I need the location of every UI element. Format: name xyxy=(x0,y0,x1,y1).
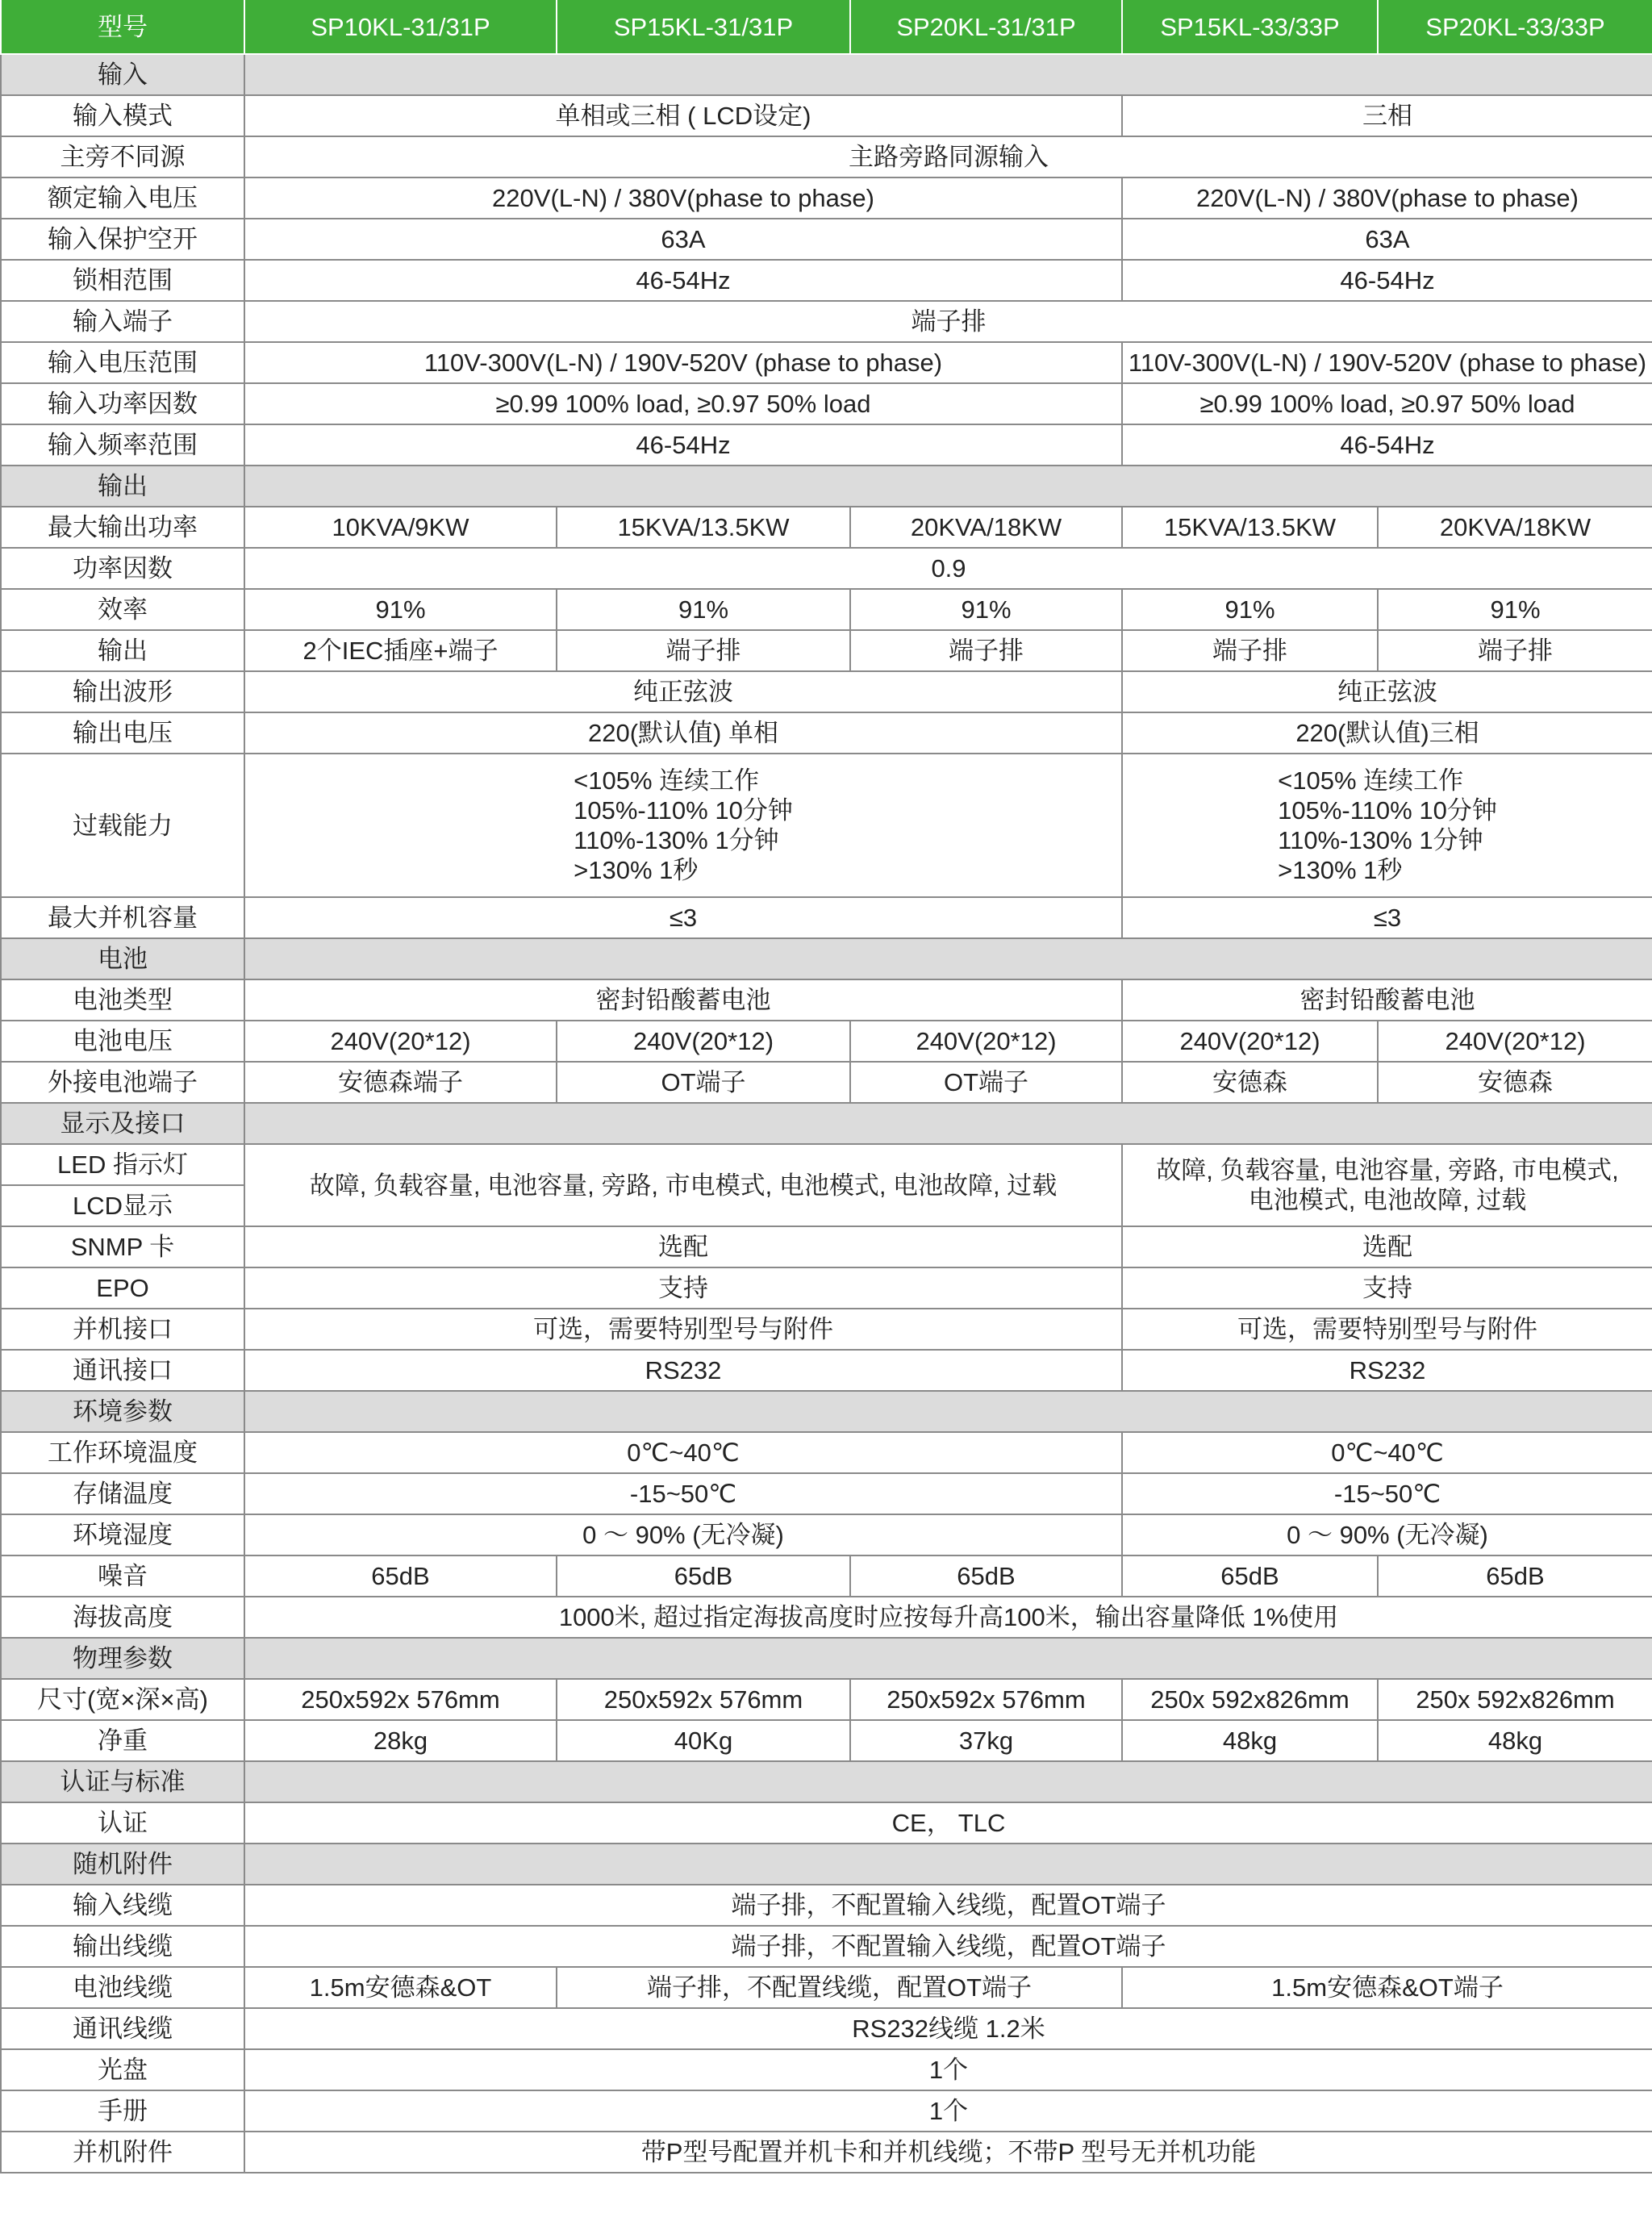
cell-value: 选配 xyxy=(244,1226,1122,1267)
cell-value: OT端子 xyxy=(557,1062,850,1103)
row-label: 输入端子 xyxy=(1,301,244,342)
spec-row xyxy=(1,507,1652,548)
section-row xyxy=(1,54,1652,95)
cell-value: 纯正弦波 xyxy=(1122,671,1652,712)
spec-row xyxy=(1,1555,1652,1597)
cell-value: 密封铅酸蓄电池 xyxy=(244,979,1122,1021)
overload-line: >130% 1秒 xyxy=(574,856,699,884)
cell-value: OT端子 xyxy=(850,1062,1122,1103)
row-label: 存储温度 xyxy=(1,1473,244,1514)
row-label: 噪音 xyxy=(1,1555,244,1597)
row-label: 尺寸(宽×深×高) xyxy=(1,1679,244,1720)
section-row xyxy=(1,1391,1652,1432)
row-label: 海拔高度 xyxy=(1,1597,244,1638)
row-label: 输入线缆 xyxy=(1,1885,244,1926)
cell-value: 单相或三相 ( LCD设定) xyxy=(244,95,1122,136)
section-row xyxy=(1,1638,1652,1679)
section-row xyxy=(1,1103,1652,1144)
cell-value: 65dB xyxy=(850,1555,1122,1597)
cell-value: 端子排，不配置输入线缆，配置OT端子 xyxy=(244,1926,1652,1967)
cell-value: 110V-300V(L-N) / 190V-520V (phase to phase) xyxy=(1122,342,1652,383)
row-label: 环境湿度 xyxy=(1,1514,244,1555)
spec-row xyxy=(1,177,1652,219)
cell-value: 0℃~40℃ xyxy=(1122,1432,1652,1473)
row-label: 输入频率范围 xyxy=(1,424,244,466)
cell-value: 46-54Hz xyxy=(1122,260,1652,301)
row-label: 通讯接口 xyxy=(1,1350,244,1391)
row-label: 输入电压范围 xyxy=(1,342,244,383)
cell-value: 15KVA/13.5KW xyxy=(1122,507,1378,548)
cell-value: 带P型号配置并机卡和并机线缆；不带P 型号无并机功能 xyxy=(244,2132,1652,2173)
section-title: 物理参数 xyxy=(1,1638,244,1679)
spec-row xyxy=(1,1309,1652,1350)
row-label: 电池线缆 xyxy=(1,1967,244,2008)
row-label: 输入保护空开 xyxy=(1,219,244,260)
cell-value: 240V(20*12) xyxy=(1378,1021,1652,1062)
spec-row xyxy=(1,1021,1652,1062)
spec-row xyxy=(1,754,1652,897)
section-title: 认证与标准 xyxy=(1,1761,244,1802)
cell-value: 端子排，不配置线缆，配置OT端子 xyxy=(557,1967,1122,2008)
row-label: 过载能力 xyxy=(1,754,244,897)
row-label: 光盘 xyxy=(1,2049,244,2090)
cell-value: RS232 xyxy=(244,1350,1122,1391)
spec-row xyxy=(1,979,1652,1021)
cell-value: CE， TLC xyxy=(244,1802,1652,1844)
cell-value: 63A xyxy=(244,219,1122,260)
row-label: 并机接口 xyxy=(1,1309,244,1350)
cell-value: 纯正弦波 xyxy=(244,671,1122,712)
spec-row xyxy=(1,1350,1652,1391)
cell-value: 250x592x 576mm xyxy=(557,1679,850,1720)
spec-row xyxy=(1,1967,1652,2008)
section-title: 环境参数 xyxy=(1,1391,244,1432)
cell-value: 46-54Hz xyxy=(244,260,1122,301)
spec-row xyxy=(1,260,1652,301)
cell-value: 端子排 xyxy=(1122,630,1378,671)
overload-line: >130% 1秒 xyxy=(1278,856,1403,884)
cell-value: ≤3 xyxy=(244,897,1122,938)
model-name: SP15KL-31/31P xyxy=(557,0,850,54)
cell-value: 46-54Hz xyxy=(1122,424,1652,466)
overload-line: <105% 连续工作 xyxy=(1278,766,1464,795)
overload-line: 110%-130% 1分钟 xyxy=(1278,826,1483,854)
cell-value xyxy=(244,754,1122,897)
overload-line: 105%-110% 10分钟 xyxy=(1278,796,1497,825)
spec-row xyxy=(1,671,1652,712)
spec-row xyxy=(1,2008,1652,2049)
spec-row xyxy=(1,1473,1652,1514)
cell-value: 65dB xyxy=(1122,1555,1378,1597)
cell-value: 端子排 xyxy=(557,630,850,671)
spec-row xyxy=(1,95,1652,136)
indicator-lines xyxy=(1124,1155,1650,1215)
cell-value: 选配 xyxy=(1122,1226,1652,1267)
cell-value: 主路旁路同源输入 xyxy=(244,136,1652,177)
spec-row xyxy=(1,1802,1652,1844)
section-row xyxy=(1,1761,1652,1802)
section-row xyxy=(1,466,1652,507)
section-title: 随机附件 xyxy=(1,1844,244,1885)
overload-list xyxy=(574,766,793,885)
section-title: 输入 xyxy=(1,54,244,95)
row-label: 额定输入电压 xyxy=(1,177,244,219)
cell-value: ≥0.99 100% load, ≥0.97 50% load xyxy=(244,383,1122,424)
cell-value: 20KVA/18KW xyxy=(1378,507,1652,548)
cell-value: 端子排，不配置输入线缆，配置OT端子 xyxy=(244,1885,1652,1926)
spec-row xyxy=(1,424,1652,466)
cell-value: 63A xyxy=(1122,219,1652,260)
overload-line: 105%-110% 10分钟 xyxy=(574,796,793,825)
cell-value: 110V-300V(L-N) / 190V-520V (phase to phase) xyxy=(244,342,1122,383)
cell-value: ≤3 xyxy=(1122,897,1652,938)
model-name: SP20KL-33/33P xyxy=(1378,0,1652,54)
header-row xyxy=(1,0,1652,54)
spec-row xyxy=(1,342,1652,383)
section-title: 输出 xyxy=(1,466,244,507)
cell-value: RS232 xyxy=(1122,1350,1652,1391)
section-title: 显示及接口 xyxy=(1,1103,244,1144)
row-label: 输出 xyxy=(1,630,244,671)
row-label: 最大输出功率 xyxy=(1,507,244,548)
cell-value: 48kg xyxy=(1378,1720,1652,1761)
spec-row xyxy=(1,1597,1652,1638)
cell-value: 250x 592x826mm xyxy=(1378,1679,1652,1720)
cell-value: 240V(20*12) xyxy=(244,1021,557,1062)
cell-value: ≥0.99 100% load, ≥0.97 50% load xyxy=(1122,383,1652,424)
spec-row xyxy=(1,1226,1652,1267)
cell-value: 0.9 xyxy=(244,548,1652,589)
cell-value: 故障, 负载容量, 电池容量, 旁路, 市电模式, 电池模式, 电池故障, 过载 xyxy=(244,1144,1122,1226)
cell-value: 1个 xyxy=(244,2090,1652,2132)
cell-value: 1个 xyxy=(244,2049,1652,2090)
cell-value: 220V(L-N) / 380V(phase to phase) xyxy=(1122,177,1652,219)
cell-value: 15KVA/13.5KW xyxy=(557,507,850,548)
row-label: 通讯线缆 xyxy=(1,2008,244,2049)
cell-value xyxy=(1122,754,1652,897)
spec-row xyxy=(1,712,1652,754)
cell-value: 端子排 xyxy=(1378,630,1652,671)
cell-value: RS232线缆 1.2米 xyxy=(244,2008,1652,2049)
row-label: 外接电池端子 xyxy=(1,1062,244,1103)
row-label: 锁相范围 xyxy=(1,260,244,301)
row-label: 输出电压 xyxy=(1,712,244,754)
cell-value: 220V(L-N) / 380V(phase to phase) xyxy=(244,177,1122,219)
row-label: 主旁不同源 xyxy=(1,136,244,177)
cell-value: 91% xyxy=(1122,589,1378,630)
cell-value xyxy=(1122,1144,1652,1226)
row-label: 输出波形 xyxy=(1,671,244,712)
cell-value: 20KVA/18KW xyxy=(850,507,1122,548)
cell-value: 安德森 xyxy=(1378,1062,1652,1103)
cell-value: 240V(20*12) xyxy=(1122,1021,1378,1062)
cell-value: 250x592x 576mm xyxy=(850,1679,1122,1720)
cell-value: 220(默认值)三相 xyxy=(1122,712,1652,754)
cell-value: 10KVA/9KW xyxy=(244,507,557,548)
spec-row xyxy=(1,1885,1652,1926)
spec-row xyxy=(1,219,1652,260)
cell-value: 0 ～ 90% (无冷凝) xyxy=(1122,1514,1652,1555)
indicator-line: 电池模式, 电池故障, 过载 xyxy=(1248,1186,1527,1214)
row-label: LED 指示灯 xyxy=(1,1144,244,1185)
spec-row xyxy=(1,136,1652,177)
spec-row xyxy=(1,1514,1652,1555)
row-label: 输入模式 xyxy=(1,95,244,136)
cell-value: 220(默认值) 单相 xyxy=(244,712,1122,754)
cell-value: -15~50℃ xyxy=(1122,1473,1652,1514)
spec-row xyxy=(1,897,1652,938)
cell-value: 91% xyxy=(557,589,850,630)
row-label: EPO xyxy=(1,1267,244,1309)
cell-value: 65dB xyxy=(244,1555,557,1597)
cell-value: 可选，需要特别型号与附件 xyxy=(244,1309,1122,1350)
cell-value: 三相 xyxy=(1122,95,1652,136)
row-label: 最大并机容量 xyxy=(1,897,244,938)
row-label: 并机附件 xyxy=(1,2132,244,2173)
spec-row xyxy=(1,2090,1652,2132)
cell-value: 48kg xyxy=(1122,1720,1378,1761)
overload-list xyxy=(1278,766,1497,885)
overload-line: <105% 连续工作 xyxy=(574,766,760,795)
cell-value: 65dB xyxy=(557,1555,850,1597)
cell-value: 91% xyxy=(850,589,1122,630)
cell-value: 250x 592x826mm xyxy=(1122,1679,1378,1720)
row-label: 净重 xyxy=(1,1720,244,1761)
model-label: 型号 xyxy=(1,0,244,54)
indicator-line: 故障, 负载容量, 电池容量, 旁路, 市电模式, xyxy=(1156,1156,1619,1184)
section-row xyxy=(1,1844,1652,1885)
spec-row xyxy=(1,301,1652,342)
overload-line: 110%-130% 1分钟 xyxy=(574,826,779,854)
spec-row xyxy=(1,1679,1652,1720)
cell-value: 28kg xyxy=(244,1720,557,1761)
spec-row xyxy=(1,1926,1652,1967)
cell-value: 250x592x 576mm xyxy=(244,1679,557,1720)
spec-row xyxy=(1,589,1652,630)
cell-value: 65dB xyxy=(1378,1555,1652,1597)
row-label: 输出线缆 xyxy=(1,1926,244,1967)
row-label: 输入功率因数 xyxy=(1,383,244,424)
row-label: 电池类型 xyxy=(1,979,244,1021)
cell-value: 40Kg xyxy=(557,1720,850,1761)
spec-row xyxy=(1,2049,1652,2090)
cell-value: 端子排 xyxy=(244,301,1652,342)
row-label: 工作环境温度 xyxy=(1,1432,244,1473)
cell-value: 密封铅酸蓄电池 xyxy=(1122,979,1652,1021)
spec-row xyxy=(1,1432,1652,1473)
row-label: LCD显示 xyxy=(1,1185,244,1226)
section-row xyxy=(1,938,1652,979)
cell-value: 240V(20*12) xyxy=(850,1021,1122,1062)
spec-row xyxy=(1,1144,1652,1185)
spec-row xyxy=(1,383,1652,424)
cell-value: 安德森 xyxy=(1122,1062,1378,1103)
model-name: SP20KL-31/31P xyxy=(850,0,1122,54)
spec-row xyxy=(1,1267,1652,1309)
cell-value: 支持 xyxy=(244,1267,1122,1309)
row-label: 认证 xyxy=(1,1802,244,1844)
cell-value: 端子排 xyxy=(850,630,1122,671)
cell-value: 0 ～ 90% (无冷凝) xyxy=(244,1514,1122,1555)
cell-value: 2个IEC插座+端子 xyxy=(244,630,557,671)
row-label: 效率 xyxy=(1,589,244,630)
row-label: SNMP 卡 xyxy=(1,1226,244,1267)
cell-value: 支持 xyxy=(1122,1267,1652,1309)
cell-value: 1.5m安德森&OT端子 xyxy=(1122,1967,1652,2008)
spec-row xyxy=(1,630,1652,671)
model-name: SP10KL-31/31P xyxy=(244,0,557,54)
cell-value: 安德森端子 xyxy=(244,1062,557,1103)
cell-value: 0℃~40℃ xyxy=(244,1432,1122,1473)
model-name: SP15KL-33/33P xyxy=(1122,0,1378,54)
cell-value: 46-54Hz xyxy=(244,424,1122,466)
row-label: 电池电压 xyxy=(1,1021,244,1062)
spec-row xyxy=(1,1720,1652,1761)
cell-value: 1000米, 超过指定海拔高度时应按每升高100米，输出容量降低 1%使用 xyxy=(244,1597,1652,1638)
cell-value: 37kg xyxy=(850,1720,1122,1761)
cell-value: 1.5m安德森&OT xyxy=(244,1967,557,2008)
cell-value: 240V(20*12) xyxy=(557,1021,850,1062)
spec-row xyxy=(1,548,1652,589)
spec-row xyxy=(1,2132,1652,2173)
row-label: 手册 xyxy=(1,2090,244,2132)
cell-value: 91% xyxy=(1378,589,1652,630)
cell-value: 可选，需要特别型号与附件 xyxy=(1122,1309,1652,1350)
section-title: 电池 xyxy=(1,938,244,979)
cell-value: -15~50℃ xyxy=(244,1473,1122,1514)
cell-value: 91% xyxy=(244,589,557,630)
spec-row xyxy=(1,1062,1652,1103)
row-label: 功率因数 xyxy=(1,548,244,589)
